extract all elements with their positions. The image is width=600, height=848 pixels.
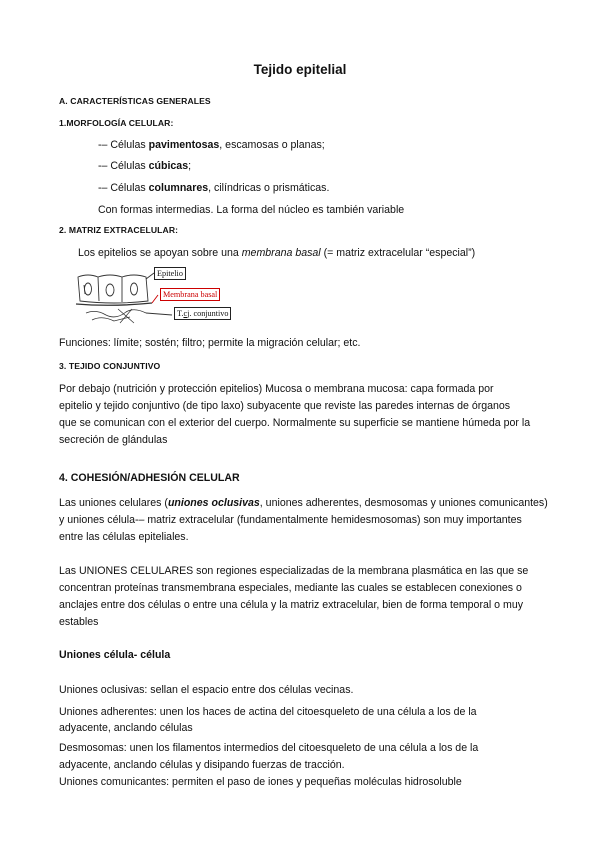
sentence-italic: membrana basal <box>241 247 321 259</box>
item-prefix: -– Células <box>98 182 149 194</box>
item-rest: , escamosas o planas; <box>219 139 325 151</box>
cohesion-p2-line: concentran proteínas transmembrana especiales, mediante las cuales se establecen conexiones o <box>59 582 522 594</box>
item-rest: , cilíndricas o prismáticas. <box>208 182 330 194</box>
cohesion-heading: 4. COHESIÓN/ADHESIÓN CELULAR <box>59 472 240 484</box>
functions-line: Funciones: límite; sostén; filtro; permite la migración celular; etc. <box>59 337 361 349</box>
label-tejido-conjuntivo <box>174 307 231 320</box>
item-prefix: -– Células <box>98 139 149 151</box>
connective-line: secreción de glándulas <box>59 434 168 446</box>
pointer-line <box>146 273 154 279</box>
junction-desmosomas-line1: Desmosomas: unen los filamentos intermedios del citoesqueleto de una célula a los de la <box>59 742 479 754</box>
cohesion-p1-line3: entre las células epiteliales. <box>59 531 189 543</box>
morphology-heading: 1.MORFOLOGÍA CELULAR: <box>59 118 174 128</box>
connective-line: Por debajo (nutrición y protección epitelios) Mucosa o membrana mucosa: capa formada por <box>59 383 494 395</box>
morphology-item-cubicas <box>98 159 191 174</box>
connective-heading: 3. TEJIDO CONJUNTIVO <box>59 361 161 371</box>
cohesion-p2-line: estables <box>59 616 99 628</box>
cell-wall <box>98 277 99 301</box>
item-bold: columnares <box>148 182 209 194</box>
connective-fibre <box>86 310 146 317</box>
p1-pre: Las uniones celulares ( <box>59 497 168 509</box>
cohesion-p2-line: anclajes entre dos células o entre una célula y la matriz extracelular, bien de forma temporal o muy <box>59 599 524 611</box>
nucleus <box>106 284 114 296</box>
pointer-line <box>152 295 158 303</box>
item-bold: cúbicas <box>148 160 189 172</box>
item-prefix: -– Células <box>98 160 149 172</box>
junction-adherentes-line2: adyacente, anclando células <box>59 722 193 734</box>
cohesion-p2-line: Las UNIONES CELULARES son regiones especializadas de la membrana plasmática en las que se <box>59 565 529 577</box>
junction-desmosomas-line2: adyacente, anclando células y disipando fuerzas de tracción. <box>59 759 345 771</box>
epithelium-figure <box>72 265 247 327</box>
junction-oclusivas: Uniones oclusivas: sellan el espacio entre dos células vecinas. <box>59 684 354 696</box>
item-bold: pavimentosas <box>148 139 220 151</box>
basal-membrane-sentence <box>78 246 475 261</box>
connective-line: que se comunican con el exterior del cuerpo. Normalmente su superficie se mantiene húmeda por la <box>59 417 531 429</box>
connective-fibre <box>118 309 134 323</box>
page-title: Tejido epitelial <box>253 62 347 77</box>
nucleus <box>131 283 138 295</box>
label-membrana-basal: Membrana basal <box>160 288 220 301</box>
cohesion-p1-line1 <box>59 495 548 512</box>
p1-emphasis: uniones oclusivas <box>167 497 260 509</box>
sentence-post: (= matriz extracelular “especial”) <box>320 247 476 259</box>
matrix-heading: 2. MATRIZ EXTRACELULAR: <box>59 225 179 235</box>
junction-comunicantes: Uniones comunicantes: permiten el paso de iones y pequeñas moléculas hidrosoluble <box>59 776 462 788</box>
cohesion-p1-line2: y uniones célula-– matriz extracelular (fundamentalmente hemidesmosomas) son muy importantes <box>59 514 522 526</box>
section-a-heading: A. CARACTERÍSTICAS GENERALES <box>59 96 211 106</box>
label-epitelio: Epitelio <box>154 267 186 280</box>
pointer-line <box>146 313 172 315</box>
sentence-pre: Los epitelios se apoyan sobre una <box>78 247 242 259</box>
morphology-item-columnares <box>98 181 329 196</box>
nucleus <box>85 283 92 295</box>
label-part: j. conjuntivo <box>187 309 229 318</box>
item-rest: ; <box>188 160 192 172</box>
p1-post: , uniones adherentes, desmosomas y uniones comunicantes) <box>259 497 548 509</box>
label-part: T. <box>177 309 184 318</box>
cell-cell-junctions-heading: Uniones célula- célula <box>59 649 171 661</box>
morphology-note: Con formas intermedias. La forma del núcleo es también variable <box>98 204 405 216</box>
junction-adherentes-line1: Uniones adherentes: unen los haces de actina del citoesqueleto de una célula a los de la <box>59 706 477 718</box>
label-part: c <box>183 309 188 318</box>
connective-line: epitelio y tejido conjuntivo (de tipo laxo) subyacente que reviste las paredes internas de órganos <box>59 400 511 412</box>
morphology-item-pavimentosas <box>98 138 325 153</box>
